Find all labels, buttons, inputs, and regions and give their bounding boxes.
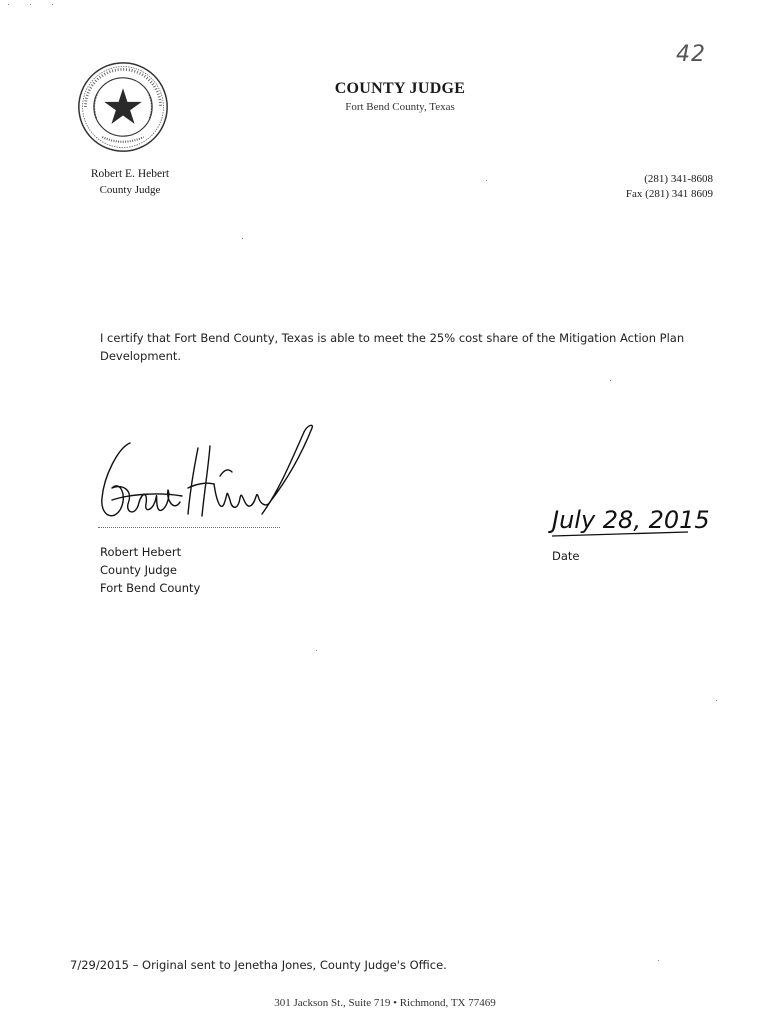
signer-title: County Judge bbox=[100, 563, 177, 577]
signer-county: Fort Bend County bbox=[100, 581, 201, 595]
county-seal-icon bbox=[76, 60, 170, 154]
handwritten-date bbox=[548, 496, 718, 544]
scan-speck bbox=[658, 960, 659, 961]
scan-speck bbox=[316, 650, 317, 651]
transmittal-note: 7/29/2015 – Original sent to Jenetha Jones, County Judge's Office. bbox=[70, 958, 447, 972]
scan-speck bbox=[486, 180, 487, 181]
letterhead-subtitle: Fort Bend County, Texas bbox=[345, 101, 455, 113]
page-number: 42 bbox=[676, 42, 706, 67]
scan-speck bbox=[8, 4, 9, 5]
signer-name: Robert Hebert bbox=[100, 545, 182, 559]
handwritten-signature-icon bbox=[90, 418, 320, 530]
scan-speck bbox=[52, 4, 53, 5]
scan-speck bbox=[716, 700, 717, 701]
certification-statement: I certify that Fort Bend County, Texas is able to meet the 25% cost share of the Mitigation Action Plan Development. bbox=[100, 331, 685, 363]
scan-speck bbox=[30, 4, 31, 5]
handwritten-date-text: July 28, 2015 bbox=[552, 506, 710, 534]
scan-speck bbox=[610, 380, 611, 381]
letterhead-judge-title: County Judge bbox=[99, 184, 161, 196]
letterhead-fax: Fax (281) 341 8609 bbox=[625, 188, 713, 200]
letterhead-title: COUNTY JUDGE bbox=[334, 80, 466, 97]
letterhead-phone: (281) 341-8608 bbox=[644, 173, 713, 185]
scan-speck bbox=[242, 238, 243, 239]
footer-address: 301 Jackson St., Suite 719 • Richmond, TX 77469 bbox=[274, 997, 496, 1009]
signature-line bbox=[98, 527, 280, 528]
letterhead-judge-name: Robert E. Hebert bbox=[90, 168, 170, 180]
date-label: Date bbox=[552, 549, 580, 563]
